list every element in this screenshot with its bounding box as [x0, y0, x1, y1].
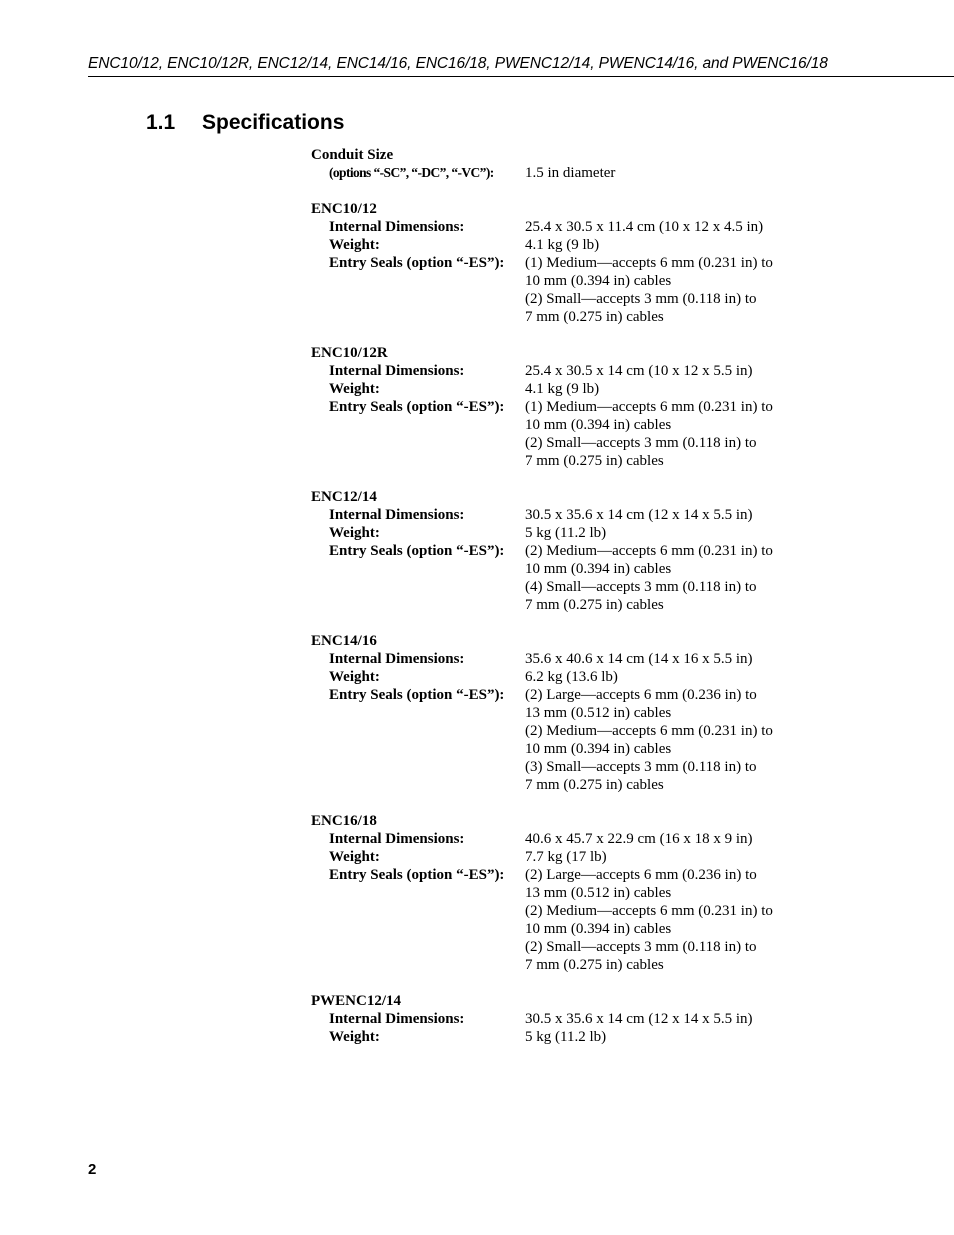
spec-row	[311, 236, 871, 254]
spec-value: 10 mm (0.394 in) cables	[525, 741, 672, 757]
spec-groups	[311, 200, 871, 1046]
spec-value: 4.1 kg (9 lb)	[525, 237, 600, 253]
spec-group	[311, 200, 871, 326]
spec-label: Entry Seals (option “-ES”):	[329, 687, 505, 703]
spec-label: Internal Dimensions:	[329, 831, 465, 847]
spec-values	[525, 506, 871, 524]
spec-row	[311, 164, 871, 182]
spec-row	[311, 506, 871, 524]
spec-value: 7.7 kg (17 lb)	[525, 849, 607, 865]
spec-value: (4) Small—accepts 3 mm (0.118 in) to	[525, 579, 757, 595]
spec-label: Entry Seals (option “-ES”):	[329, 255, 505, 271]
spec-values	[525, 380, 871, 398]
spec-value: (2) Large—accepts 6 mm (0.236 in) to	[525, 867, 757, 883]
spec-row	[311, 254, 871, 326]
spec-label: Internal Dimensions:	[329, 1011, 465, 1027]
spec-value: (1) Medium—accepts 6 mm (0.231 in) to	[525, 255, 773, 271]
spec-value: 40.6 x 45.7 x 22.9 cm (16 x 18 x 9 in)	[525, 831, 753, 847]
spec-group-title: PWENC12/14	[311, 993, 401, 1009]
spec-value: (2) Small—accepts 3 mm (0.118 in) to	[525, 291, 757, 307]
spec-row	[311, 668, 871, 686]
spec-row	[311, 650, 871, 668]
spec-group	[311, 992, 871, 1046]
spec-value: 10 mm (0.394 in) cables	[525, 561, 672, 577]
spec-values	[525, 524, 871, 542]
spec-values	[525, 254, 871, 326]
spec-label: Weight:	[329, 381, 380, 397]
spec-value: 7 mm (0.275 in) cables	[525, 777, 664, 793]
spec-values	[525, 848, 871, 866]
section-title: Specifications	[202, 111, 345, 134]
spec-group	[311, 488, 871, 614]
spec-value: 30.5 x 35.6 x 14 cm (12 x 14 x 5.5 in)	[525, 1011, 753, 1027]
spec-value: 1.5 in diameter	[525, 165, 616, 181]
spec-values	[525, 236, 871, 254]
spec-row	[311, 848, 871, 866]
header-rule	[88, 76, 954, 77]
spec-value: (2) Small—accepts 3 mm (0.118 in) to	[525, 939, 757, 955]
section-number: 1.1	[146, 111, 176, 134]
spec-row	[311, 218, 871, 236]
spec-value: 13 mm (0.512 in) cables	[525, 705, 672, 721]
spec-label: Weight:	[329, 525, 380, 541]
spec-row	[311, 524, 871, 542]
spec-value: 13 mm (0.512 in) cables	[525, 885, 672, 901]
spec-value: 25.4 x 30.5 x 11.4 cm (10 x 12 x 4.5 in)	[525, 219, 764, 235]
spec-values	[525, 218, 871, 236]
spec-value: (3) Small—accepts 3 mm (0.118 in) to	[525, 759, 757, 775]
spec-row	[311, 1028, 871, 1046]
spec-value: (2) Medium—accepts 6 mm (0.231 in) to	[525, 723, 773, 739]
spec-group-title: Conduit Size	[311, 147, 394, 163]
spec-values	[525, 542, 871, 614]
spec-row	[311, 1010, 871, 1028]
running-header: ENC10/12, ENC10/12R, ENC12/14, ENC14/16, ENC16/18, PWENC12/14, PWENC14/16, and PWENC16/18	[88, 55, 828, 72]
spec-group	[311, 344, 871, 470]
spec-label: Internal Dimensions:	[329, 651, 465, 667]
spec-value: 7 mm (0.275 in) cables	[525, 453, 664, 469]
spec-label: Entry Seals (option “-ES”):	[329, 543, 505, 559]
spec-row	[311, 686, 871, 794]
spec-values	[525, 668, 871, 686]
spec-row	[311, 542, 871, 614]
spec-row	[311, 398, 871, 470]
spec-value: (2) Medium—accepts 6 mm (0.231 in) to	[525, 543, 773, 559]
spec-value: 5 kg (11.2 lb)	[525, 1029, 607, 1045]
spec-label: Weight:	[329, 1029, 380, 1045]
spec-value: 6.2 kg (13.6 lb)	[525, 669, 618, 685]
spec-label: Internal Dimensions:	[329, 363, 465, 379]
spec-value: 7 mm (0.275 in) cables	[525, 957, 664, 973]
spec-group-title: ENC12/14	[311, 489, 377, 505]
spec-label: Weight:	[329, 849, 380, 865]
spec-value: (2) Small—accepts 3 mm (0.118 in) to	[525, 435, 757, 451]
spec-group-title: ENC10/12	[311, 201, 377, 217]
spec-value: 10 mm (0.394 in) cables	[525, 417, 672, 433]
spec-value: 7 mm (0.275 in) cables	[525, 597, 664, 613]
spec-row	[311, 830, 871, 848]
spec-group-title: ENC14/16	[311, 633, 377, 649]
spec-label: Internal Dimensions:	[329, 219, 465, 235]
spec-value: 35.6 x 40.6 x 14 cm (14 x 16 x 5.5 in)	[525, 651, 753, 667]
spec-value: 7 mm (0.275 in) cables	[525, 309, 664, 325]
section-heading	[146, 111, 344, 135]
spec-row	[311, 866, 871, 974]
spec-row	[311, 380, 871, 398]
spec-label: Weight:	[329, 669, 380, 685]
spec-value: (2) Medium—accepts 6 mm (0.231 in) to	[525, 903, 773, 919]
page-number: 2	[88, 1161, 97, 1178]
spec-value: (2) Large—accepts 6 mm (0.236 in) to	[525, 687, 757, 703]
spec-values	[525, 398, 871, 470]
spec-group	[311, 812, 871, 974]
spec-label: Entry Seals (option “-ES”):	[329, 399, 505, 415]
spec-value: (1) Medium—accepts 6 mm (0.231 in) to	[525, 399, 773, 415]
spec-values	[525, 362, 871, 380]
spec-value: 4.1 kg (9 lb)	[525, 381, 600, 397]
spec-values	[525, 686, 871, 794]
spec-value: 5 kg (11.2 lb)	[525, 525, 607, 541]
spec-group-title: ENC10/12R	[311, 345, 388, 361]
spec-values	[525, 1028, 871, 1046]
spec-values	[525, 830, 871, 848]
spec-value: 10 mm (0.394 in) cables	[525, 921, 672, 937]
spec-value: 10 mm (0.394 in) cables	[525, 273, 672, 289]
spec-value: 30.5 x 35.6 x 14 cm (12 x 14 x 5.5 in)	[525, 507, 753, 523]
spec-group-conduit	[311, 146, 871, 182]
spec-value: 25.4 x 30.5 x 14 cm (10 x 12 x 5.5 in)	[525, 363, 753, 379]
spec-label: (options “-SC”, “-DC”, “-VC”):	[329, 165, 494, 180]
spec-group	[311, 632, 871, 794]
spec-group-title: ENC16/18	[311, 813, 377, 829]
spec-label: Weight:	[329, 237, 380, 253]
spec-label: Internal Dimensions:	[329, 507, 465, 523]
spec-row	[311, 362, 871, 380]
spec-values	[525, 164, 871, 182]
spec-label: Entry Seals (option “-ES”):	[329, 867, 505, 883]
specifications-list	[311, 146, 871, 1064]
spec-values	[525, 650, 871, 668]
spec-values	[525, 1010, 871, 1028]
spec-values	[525, 866, 871, 974]
